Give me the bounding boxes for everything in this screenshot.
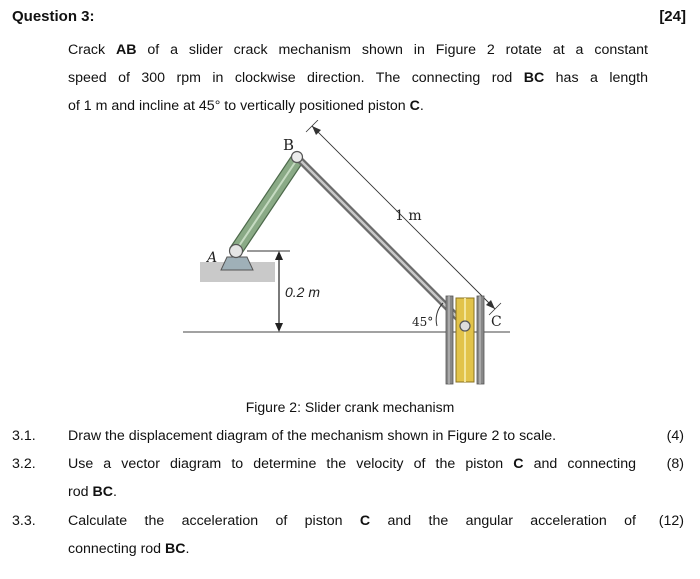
- intro-line: of 1 m and incline at 45° to vertically positioned piston C.: [68, 98, 424, 114]
- item-number: 3.1.: [12, 428, 36, 444]
- question-intro: [68, 36, 648, 120]
- item-line: Draw the displacement diagram of the mechanism shown in Figure 2 to scale.: [68, 428, 557, 444]
- item-marks: (12): [658, 513, 684, 529]
- item-line: connecting rod BC.: [68, 541, 190, 557]
- pin-c: [460, 321, 470, 331]
- connecting-rod-highlight: [297, 157, 464, 324]
- intro-line: speed of 300 rpm in clockwise direction. The connecting rod BC has a length: [68, 70, 648, 86]
- label-a: A: [207, 250, 218, 266]
- item-number: 3.2.: [12, 456, 36, 472]
- crank-highlight: [235, 158, 298, 252]
- item-marks: (8): [666, 456, 684, 472]
- label-length: 1 m: [395, 208, 422, 224]
- item-text: [68, 450, 636, 506]
- question-total-marks: [24]: [659, 8, 686, 25]
- label-angle: 45°: [412, 315, 434, 329]
- item-line: Use a vector diagram to determine the velocity of the piston C and connecting: [68, 456, 636, 472]
- item-marks: (4): [666, 428, 684, 444]
- item-number: 3.3.: [12, 513, 36, 529]
- item-text: [68, 507, 636, 563]
- slider-crank-figure: [175, 120, 535, 400]
- intro-line: Crack AB of a slider crack mechanism shown in Figure 2 rotate at a constant: [68, 42, 648, 58]
- item-text: [68, 422, 636, 450]
- offset-arrow-top: [275, 251, 283, 260]
- item-line: Calculate the acceleration of piston C and the angular acceleration of: [68, 513, 636, 529]
- pin-a: [230, 245, 243, 258]
- question-title: Question 3:: [12, 8, 95, 25]
- offset-arrow-bottom: [275, 323, 283, 332]
- label-c: C: [491, 314, 502, 330]
- item-line: rod BC.: [68, 484, 117, 500]
- label-offset: 0.2 m: [285, 284, 321, 300]
- figure-caption: Figure 2: Slider crank mechanism: [245, 399, 455, 415]
- label-b: B: [283, 136, 295, 154]
- pin-support-a: [221, 257, 253, 270]
